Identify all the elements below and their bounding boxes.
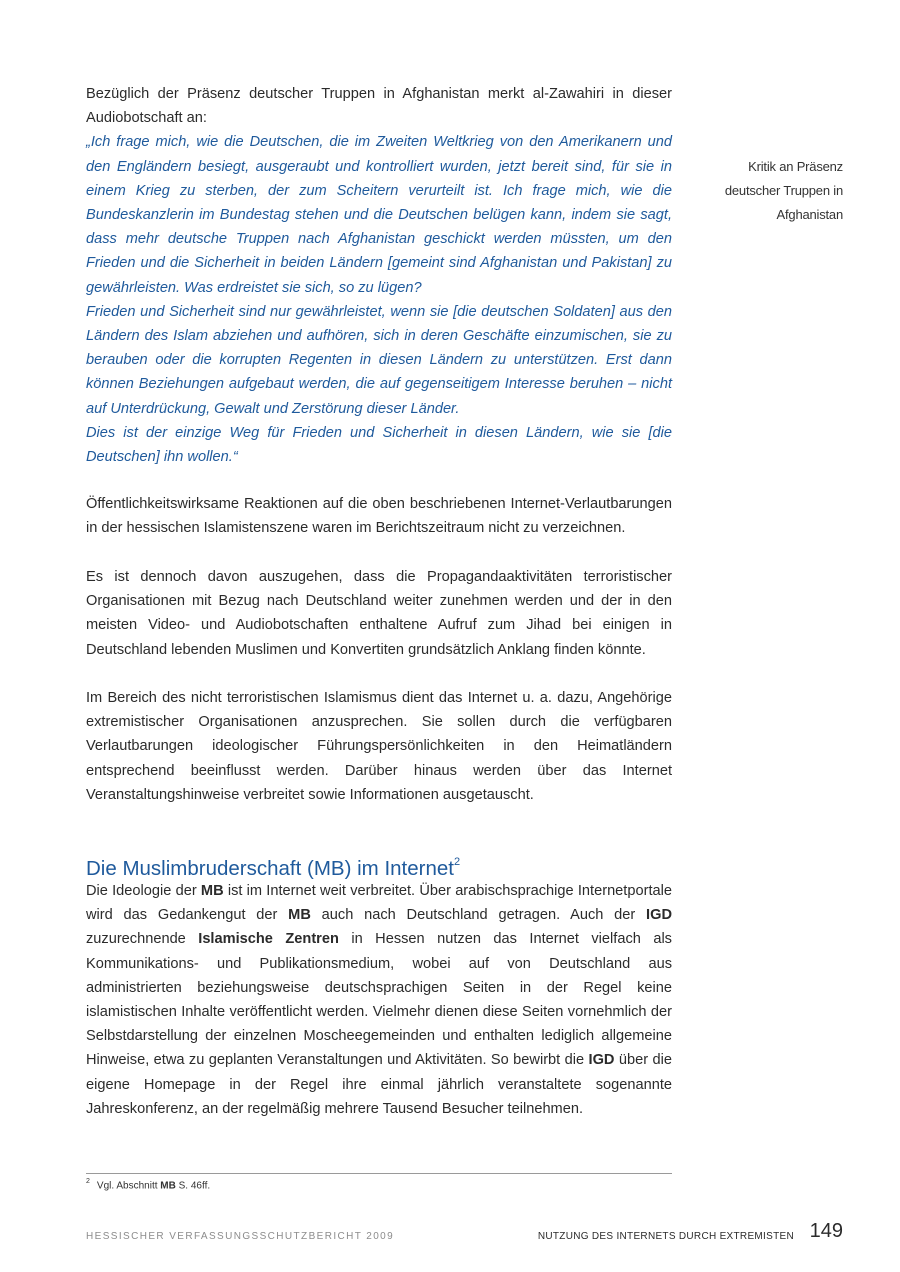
text-run: ist im Internet weit verbreitet. Über arabischsprachige Internetportale wird das Gedankengut der (86, 883, 672, 924)
footnote-reference[interactable]: 2 (453, 856, 461, 868)
margin-note: Kritik an Präsenz deutscher Truppen in Afghanistan (724, 159, 843, 222)
section-heading (86, 850, 460, 883)
text-run: über die eigene Homepage in der Regel ihre einmal jährlich veranstaltete sogenannte Jahreskonferenz, an der regelmäßig mehrere Tausend Besucher teilnehmen. (86, 1052, 672, 1117)
text-run: Die Ideologie der (86, 883, 201, 899)
text-run: in Hessen nutzen das Internet vielfach als Kommunikations- und Publikationsmedium, wobei auf von Deutschland aus administrierten beziehungsweise deutschsprachigen Seiten in der Regel keine islamistischen Inhalte veröffentlicht werden. Vielmehr dienen diese Seiten vornehmlich der Selbstdarstellung der einzelnen Moscheegemeinden und enthalten lediglich allgemeine Hinweise, etwa zu geplanten Veranstaltungen und Aktivitäten. So bewirbt die (86, 931, 672, 1069)
bold-term-islamische-zentren: Islamische Zentren (198, 931, 339, 948)
bold-term-mb: MB (200, 883, 224, 899)
bold-term-mb: MB (288, 907, 311, 924)
footnote-suffix: S. 46ff. (175, 1180, 211, 1192)
quote-paragraph-2: Frieden und Sicherheit sind nur gewährleistet, wenn sie [die deutschen Soldaten] aus den Ländern des Islam abziehen und aufhören, sich in deren Geschäfte einzumischen, sie zu berauben oder die korrupten Regenten in diesen Ländern zu unterstützen. Erst dann können Beziehungen aufgebaut werden, die auf gegenseitigem Interesse beruhen – nicht auf Unterdrückung, Gewalt und Zerstörung dieser Länder. (86, 303, 672, 417)
body-paragraph-reactions: Öffentlichkeitswirksame Reaktionen auf die oben beschriebenen Internet-Verlautbarungen in der hessischen Islamistenszene waren im Berichtszeitraum nicht zu verzeichnen. (86, 496, 672, 537)
footnote-number: 2 (86, 1178, 90, 1185)
footnote (86, 1176, 210, 1193)
text-run: zuzurechnende (86, 931, 199, 948)
section-paragraph (86, 879, 672, 1121)
footnote-divider (86, 1173, 672, 1174)
footnote-prefix: Vgl. Abschnitt (96, 1180, 161, 1192)
page-number: 149 (809, 1220, 843, 1242)
bold-term-igd: IGD (646, 907, 672, 924)
quote-paragraph-1: „Ich frage mich, wie die Deutschen, die im Zweiten Weltkrieg von den Amerikanern und den Engländern besiegt, ausgeraubt und kontrolliert wurden, jetzt bereit sind, für sie in einem Krieg zu sterben, der zum Scheitern verurteilt ist. Ich frage mich, wie die Bundeskanzlerin im Bundestag stehen und die Deutschen belügen kann, indem sie sagt, dass mehr deutsche Truppen nach Afghanistan geschickt werden müssten, um den Frieden und die Sicherheit in beiden Ländern [gemeint sind Afghanistan und Pakistan] zu gewährleisten. Was erdreistet sie sich, so zu lügen? (86, 134, 672, 296)
text-run: auch nach Deutschland getragen. Auch der (310, 907, 647, 924)
intro-paragraph: Bezüglich der Präsenz deutscher Truppen in Afghanistan merkt al-Zawahiri in dieser Audiobotschaft an: (86, 86, 672, 127)
running-footer-left: HESSISCHER VERFASSUNGSSCHUTZBERICHT 2009 (86, 1231, 395, 1242)
section-heading-text: Die Muslimbruderschaft (MB) im Internet (86, 856, 454, 880)
quote-paragraph-3: Dies ist der einzige Weg für Frieden und Sicherheit in diesen Ländern, wie sie [die Deutschen] ihn wollen.“ (86, 424, 672, 466)
running-footer-right: NUTZUNG DES INTERNETS DURCH EXTREMISTEN (537, 1231, 794, 1242)
body-paragraph-propaganda: Es ist dennoch davon auszugehen, dass die Propagandaaktivitäten terroristischer Organisationen mit Bezug nach Deutschland weiter zunehmen werden und der in den meisten Video- und Audiobotschaften enthaltene Aufruf zum Jihad bei einigen in Deutschland lebenden Muslimen und Konvertiten grundsätzlich Anklang finden könnte. (86, 569, 672, 658)
body-paragraph-non-terrorist: Im Bereich des nicht terroristischen Islamismus dient das Internet u. a. dazu, Angehörige extremistischer Organisationen anzusprechen. Sie sollen durch die verfügbaren Verlautbarungen ideologischer Führungspersönlichkeiten in den Heimatländern entsprechend beeinflusst werden. Darüber hinaus werden über das Internet Veranstaltungshinweise verbreitet sowie Informationen ausgetauscht. (86, 690, 672, 803)
bold-term-igd: IGD (588, 1052, 615, 1069)
footnote-bold: MB (160, 1180, 176, 1192)
main-text-block (86, 82, 672, 469)
